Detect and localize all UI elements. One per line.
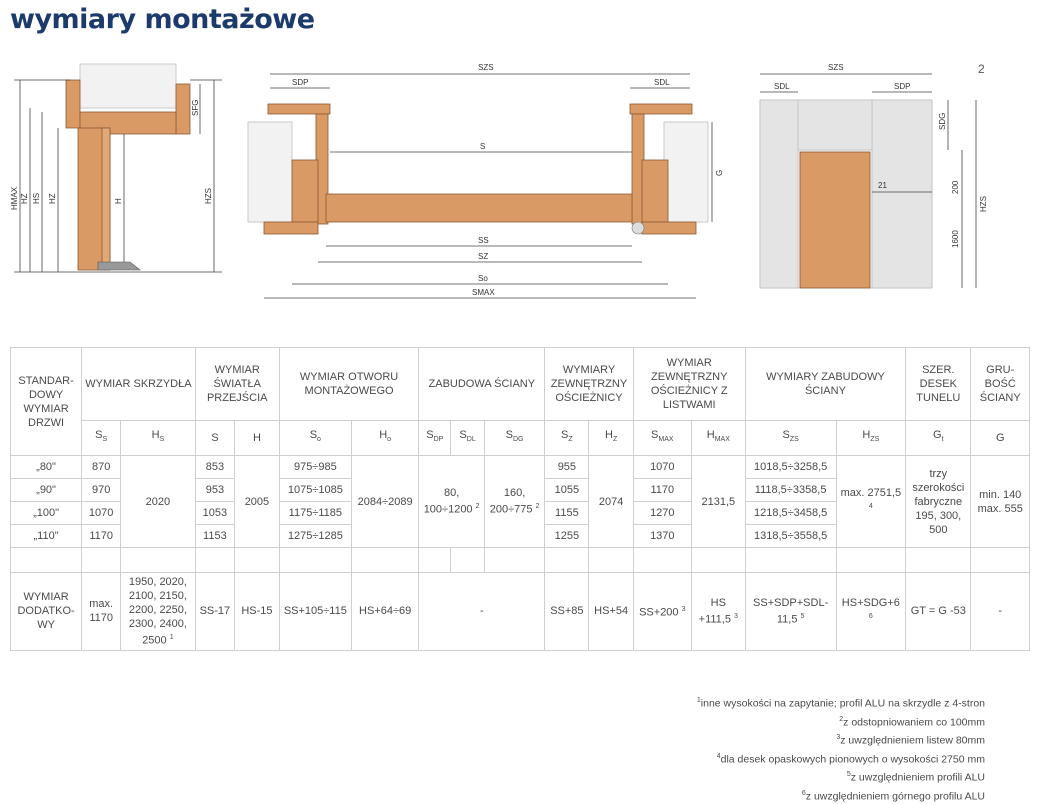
footnote: $^1$inne wysokości na zapytanie; profil ALU na skrzydle z 4-stron (697, 693, 985, 712)
header-wall-thickness: GRU-BOŚĆ ŚCIANY (971, 348, 1030, 421)
label-sdl: SDL (654, 78, 670, 87)
cell-hz-shared: 2074 (589, 456, 633, 548)
horizontal-section-drawing (248, 63, 724, 298)
cell-additional-hz: HS+54 (589, 573, 633, 651)
header-wall-build: ZABUDOWA ŚCIANY (419, 348, 545, 421)
figure-number: 2 (978, 62, 985, 76)
subheader-so: $S_o$ (279, 421, 351, 456)
cell-so: 975÷985 (279, 456, 351, 479)
subheader-szs: $S_{ZS}$ (745, 421, 836, 456)
vertical-section-drawing (10, 64, 222, 272)
label-hz: HZ (20, 193, 29, 204)
dimensions-table (10, 347, 1030, 651)
cell-additional-szs: SS+SDP+SDL-11,5 $^5$ (745, 573, 836, 651)
label-21: 21 (878, 181, 887, 190)
footnote: $^6$z uwzględnieniem górnego profilu ALU (697, 786, 985, 804)
cell-size: „80" (11, 456, 82, 479)
header-leaf: WYMIAR SKRZYDŁA (82, 348, 196, 421)
label-smax: SMAX (472, 288, 495, 297)
cell-s: 953 (195, 479, 234, 502)
label-sfg: SFG (191, 100, 200, 116)
footnote: $^3$z uwzględnieniem listew 80mm (697, 730, 985, 749)
cell-size: „100" (11, 502, 82, 525)
cell-so: 1075÷1085 (279, 479, 351, 502)
cell-sdp-sdl-shared: 80, 100÷1200 $^2$ (419, 456, 485, 548)
cell-additional-s: SS-17 (195, 573, 234, 651)
cell-sz: 1255 (545, 525, 589, 548)
cell-additional-label: WYMIAR DODATKO-WY (11, 573, 82, 651)
cell-additional-hzs: HS+SDG+6 $^6$ (836, 573, 906, 651)
cell-additional-gt: GT = G -53 (906, 573, 971, 651)
label-sdl-elev: SDL (774, 82, 790, 91)
subheader-ho: $H_o$ (351, 421, 418, 456)
label-sdp: SDP (292, 78, 308, 87)
label-sdp-elev: SDP (894, 82, 910, 91)
table-spacer-row (11, 548, 1030, 573)
label-ss: SS (478, 236, 489, 245)
subheader-hzs: $H_{ZS}$ (836, 421, 906, 456)
label-h: H (114, 198, 123, 204)
header-tunnel-width: SZER. DESEK TUNELU (906, 348, 971, 421)
subheader-hs: $H_S$ (121, 421, 195, 456)
subheader-ss: $S_S$ (82, 421, 121, 456)
label-200: 200 (951, 180, 960, 194)
header-standard-size: STANDAR-DOWY WYMIAR DRZWI (11, 348, 82, 456)
cell-ho-shared: 2084÷2089 (351, 456, 418, 548)
subheader-smax: $S_{MAX}$ (633, 421, 691, 456)
cell-sdg-shared: 160, 200÷775 $^2$ (484, 456, 544, 548)
header-frame-with-trims: WYMIAR ZEWNĘTRZNY OŚCIEŻNICY Z LISTWAMI (633, 348, 745, 421)
subheader-h: H (235, 421, 280, 456)
header-frame-outer: WYMIARY ZEWNĘTRZNY OŚCIEŻNICY (545, 348, 633, 421)
label-szs-elev: SZS (828, 63, 844, 72)
cell-ss: 870 (82, 456, 121, 479)
cell-size: „110" (11, 525, 82, 548)
cell-g-shared: min. 140 max. 555 (971, 456, 1030, 548)
subheader-sdg: $S_{DG}$ (484, 421, 544, 456)
label-s: S (480, 142, 485, 151)
elevation-drawing (760, 63, 988, 288)
subheader-gt: $G_t$ (906, 421, 971, 456)
cell-hzs-shared: max. 2751,5 $^4$ (836, 456, 906, 548)
cell-ss: 1170 (82, 525, 121, 548)
cell-additional-h: HS-15 (235, 573, 280, 651)
label-hzs: HZS (204, 188, 213, 204)
subheader-g: G (971, 421, 1030, 456)
cell-smax: 1170 (633, 479, 691, 502)
cell-so: 1175÷1185 (279, 502, 351, 525)
cell-so: 1275÷1285 (279, 525, 351, 548)
cell-szs: 1218,5÷3458,5 (745, 502, 836, 525)
footnote: $^2$z odstopniowaniem co 100mm (697, 712, 985, 731)
footnote: $^5$z uwzględnieniem profili ALU (697, 767, 985, 786)
label-ht: HZ (48, 193, 57, 204)
cell-size: „90" (11, 479, 82, 502)
cell-gt-shared: trzy szerokości fabryczne 195, 300, 500 (906, 456, 971, 548)
subheader-sz: $S_Z$ (545, 421, 589, 456)
label-1600: 1600 (951, 230, 960, 248)
cell-s: 1053 (195, 502, 234, 525)
cell-szs: 1018,5÷3258,5 (745, 456, 836, 479)
cell-s: 853 (195, 456, 234, 479)
cell-h-shared: 2005 (235, 456, 280, 548)
cell-hmax-shared: 2131,5 (691, 456, 745, 548)
cell-smax: 1070 (633, 456, 691, 479)
label-sz: SZ (478, 252, 488, 261)
cell-additional-hs: 1950, 2020, 2100, 2150, 2200, 2250, 2300, 2400, 2500 $^1$ (121, 573, 195, 651)
subheader-sdp: $S_{DP}$ (419, 421, 451, 456)
header-wall-cladding: WYMIARY ZABUDOWY ŚCIANY (745, 348, 905, 421)
cell-additional-hmax: HS +111,5 $^3$ (691, 573, 745, 651)
cell-smax: 1370 (633, 525, 691, 548)
cell-additional-ho: HS+64÷69 (351, 573, 418, 651)
table-row-additional (11, 573, 1030, 651)
subheader-s: S (195, 421, 234, 456)
cell-szs: 1118,5÷3358,5 (745, 479, 836, 502)
header-clear-opening: WYMIAR ŚWIATŁA PRZEJŚCIA (195, 348, 279, 421)
cell-szs: 1318,5÷3558,5 (745, 525, 836, 548)
footnotes (697, 693, 985, 804)
table-row (11, 456, 1030, 479)
label-hzs-elev: HZS (979, 196, 988, 212)
subheader-hz: $H_Z$ (589, 421, 633, 456)
cell-additional-smax: SS+200 $^3$ (633, 573, 691, 651)
header-mounting-hole: WYMIAR OTWORU MONTAŻOWEGO (279, 348, 419, 421)
subheader-sdl: $S_{DL}$ (451, 421, 485, 456)
cell-sz: 1155 (545, 502, 589, 525)
label-szs-top: SZS (478, 63, 494, 72)
label-so: So (478, 274, 488, 283)
cell-additional-so: SS+105÷115 (279, 573, 351, 651)
label-sdg: SDG (938, 113, 947, 130)
cell-sz: 955 (545, 456, 589, 479)
footnote: $^4$dla desek opaskowych pionowych o wysokości 2750 mm (697, 749, 985, 768)
label-hmax: HMAX (10, 186, 19, 210)
subheader-hmax: $H_{MAX}$ (691, 421, 745, 456)
cell-ss: 1070 (82, 502, 121, 525)
cell-additional-ss: max. 1170 (82, 573, 121, 651)
cell-smax: 1270 (633, 502, 691, 525)
installation-drawings (0, 0, 1041, 340)
page-title: wymiary montażowe (10, 4, 315, 35)
cell-additional-sz: SS+85 (545, 573, 589, 651)
cell-sz: 1055 (545, 479, 589, 502)
cell-additional-wall: - (419, 573, 545, 651)
label-hs: HS (32, 193, 41, 204)
label-g: G (715, 170, 724, 176)
cell-s: 1153 (195, 525, 234, 548)
cell-additional-g: - (971, 573, 1030, 651)
cell-hs-shared: 2020 (121, 456, 195, 548)
cell-ss: 970 (82, 479, 121, 502)
